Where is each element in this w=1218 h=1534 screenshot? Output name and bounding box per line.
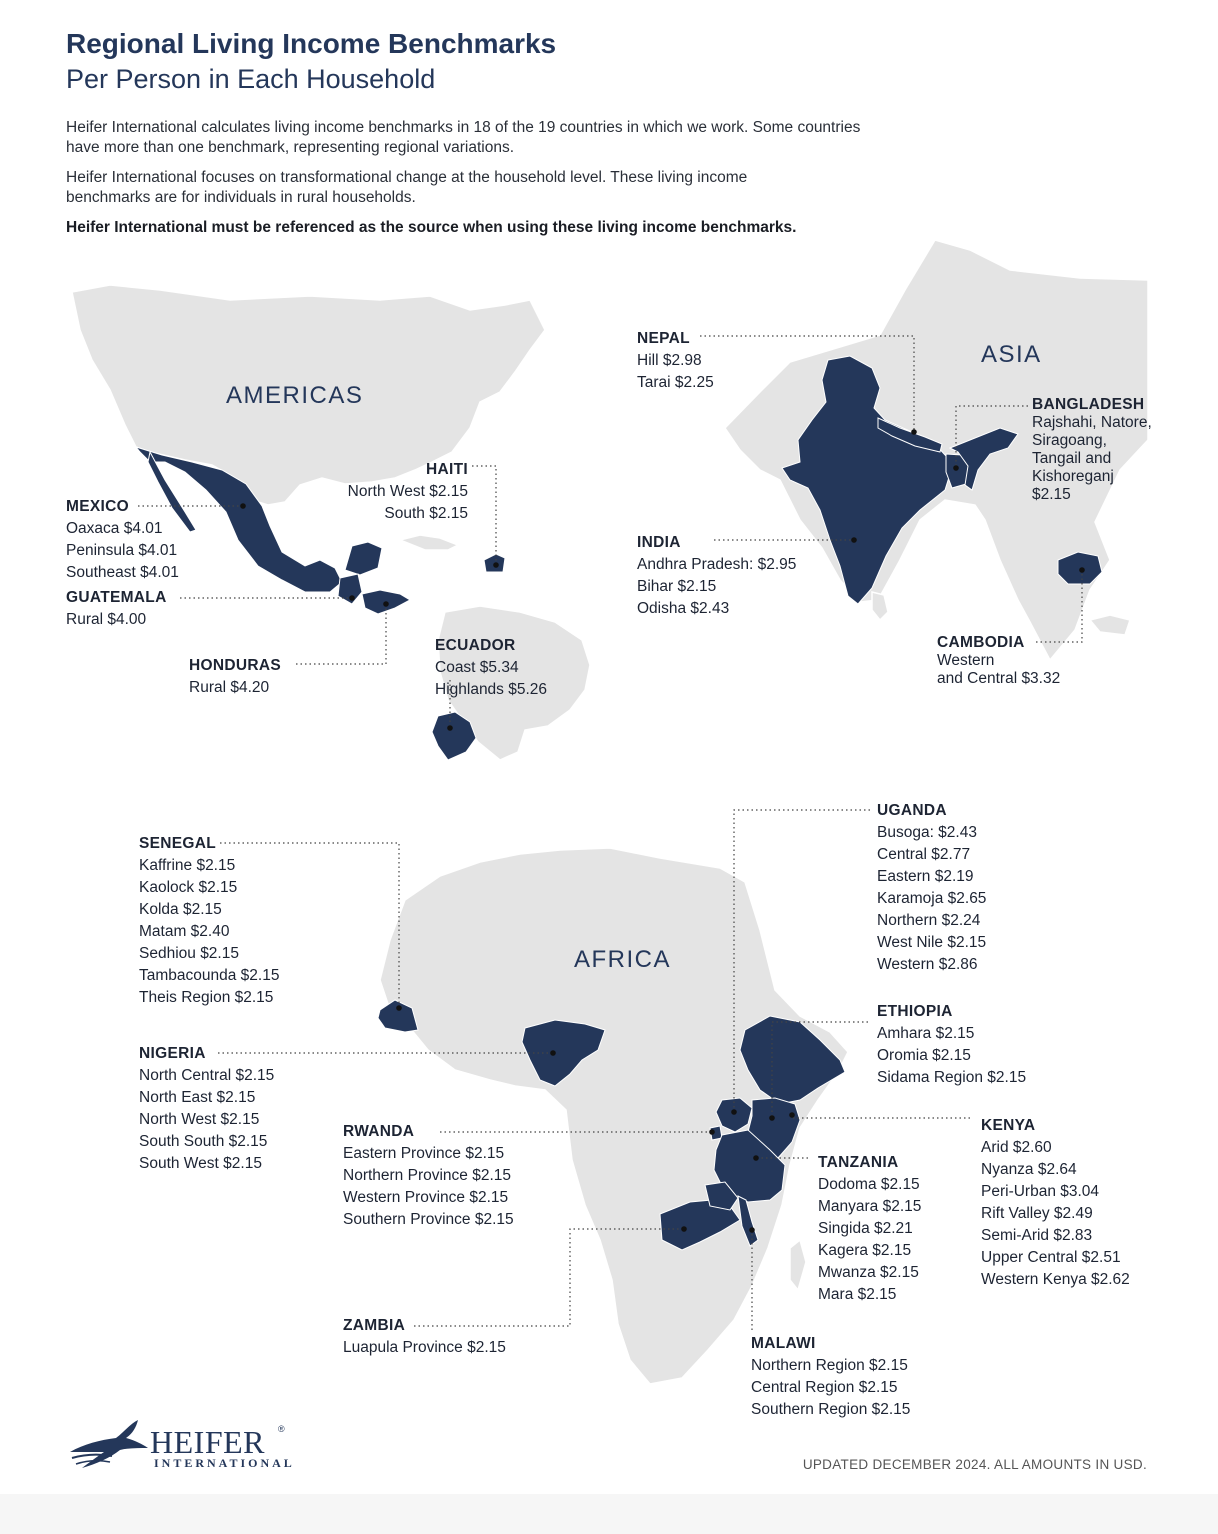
page-subtitle: Per Person in Each Household: [66, 64, 436, 94]
uganda-benchmark-item: Eastern $2.19: [877, 868, 974, 885]
bangladesh-benchmark-item: $2.15: [1032, 486, 1071, 503]
ecuador-benchmark-item: Coast $5.34: [435, 659, 519, 676]
senegal-benchmark-item: Matam $2.40: [139, 923, 230, 940]
nepal-name: NEPAL: [637, 330, 690, 347]
tanzania-benchmark-item: Kagera $2.15: [818, 1242, 912, 1259]
mexico-benchmark-item: Southeast $4.01: [66, 564, 179, 581]
kenya-benchmark-item: Semi-Arid $2.83: [981, 1227, 1093, 1244]
india-benchmark-item: Bihar $2.15: [637, 578, 717, 595]
tanzania-benchmark-item: Dodoma $2.15: [818, 1176, 920, 1193]
kenya-benchmark-item: Nyanza $2.64: [981, 1161, 1077, 1178]
region-label-africa: AFRICA: [574, 946, 672, 973]
kenya-benchmark-item: Rift Valley $2.49: [981, 1205, 1093, 1222]
uganda-benchmark-item: Karamoja $2.65: [877, 890, 987, 907]
callout-nepal: [637, 328, 714, 394]
tanzania-benchmark-item: Mwanza $2.15: [818, 1264, 919, 1281]
nepal-benchmark-item: Hill $2.98: [637, 352, 702, 369]
intro-paragraph-2: Heifer International focuses on transformational change at the household level. These living income benchmarks are for individuals in rural households.: [66, 169, 748, 206]
ecuador-name: ECUADOR: [435, 637, 516, 654]
bangladesh-benchmark-item: Tangail and: [1032, 450, 1112, 467]
malawi-name: MALAWI: [751, 1335, 816, 1352]
callout-senegal: [139, 833, 279, 1009]
mexico-benchmark-item: Oaxaca $4.01: [66, 520, 163, 537]
uganda-benchmark-item: Central $2.77: [877, 846, 971, 863]
senegal-benchmark-item: Sedhiou $2.15: [139, 945, 239, 962]
logo-subtitle: INTERNATIONAL: [154, 1456, 295, 1470]
region-label-americas: AMERICAS: [226, 382, 364, 409]
senegal-benchmark-item: Kaffrine $2.15: [139, 857, 236, 874]
rwanda-name: RWANDA: [343, 1123, 415, 1140]
callout-kenya: [981, 1115, 1130, 1291]
callout-malawi: [751, 1333, 910, 1421]
uganda-benchmark-item: Western $2.86: [877, 956, 978, 973]
cambodia-name: CAMBODIA: [937, 634, 1025, 651]
logo-registered-mark: ®: [278, 1424, 285, 1434]
guatemala-name: GUATEMALA: [66, 589, 167, 606]
kenya-benchmark-item: Upper Central $2.51: [981, 1249, 1121, 1266]
callout-cambodia: [937, 634, 1060, 688]
rwanda-benchmark-item: Southern Province $2.15: [343, 1211, 514, 1228]
callout-honduras: [189, 655, 281, 699]
callout-ecuador: [435, 635, 547, 701]
tanzania-name: TANZANIA: [818, 1154, 899, 1171]
ethiopia-benchmark-item: Oromia $2.15: [877, 1047, 971, 1064]
senegal-benchmark-item: Kaolock $2.15: [139, 879, 238, 896]
callout-ethiopia: [877, 1001, 1026, 1089]
senegal-benchmark-item: Theis Region $2.15: [139, 989, 274, 1006]
nigeria-benchmark-item: North East $2.15: [139, 1089, 256, 1106]
zambia-benchmark-item: Luapula Province $2.15: [343, 1339, 506, 1356]
callout-mexico: [66, 496, 179, 584]
callout-zambia: [343, 1315, 506, 1359]
rwanda-benchmark-item: Northern Province $2.15: [343, 1167, 512, 1184]
ethiopia-benchmark-item: Sidama Region $2.15: [877, 1069, 1027, 1086]
mexico-benchmark-item: Peninsula $4.01: [66, 542, 178, 559]
callout-guatemala: [66, 587, 167, 631]
mexico-yucatan-shape: [345, 542, 382, 575]
tanzania-benchmark-item: Manyara $2.15: [818, 1198, 922, 1215]
rwanda-benchmark-item: Western Province $2.15: [343, 1189, 509, 1206]
footer-note: UPDATED DECEMBER 2024. ALL AMOUNTS IN USD.: [802, 1457, 1147, 1472]
kenya-name: KENYA: [981, 1117, 1036, 1134]
intro-paragraph-1: Heifer International calculates living income benchmarks in 18 of the 19 countries in which we work. Some countries have more than one benchmark, representing regional variations.: [66, 119, 861, 156]
ethiopia-benchmark-item: Amhara $2.15: [877, 1025, 975, 1042]
malawi-benchmark-item: Northern Region $2.15: [751, 1357, 908, 1374]
callout-rwanda: [343, 1121, 514, 1231]
heifer-bull-icon: [66, 1418, 150, 1474]
kenya-benchmark-item: Arid $2.60: [981, 1139, 1052, 1156]
honduras-name: HONDURAS: [189, 657, 281, 674]
callout-tanzania: [818, 1152, 921, 1306]
honduras-benchmark-item: Rural $4.20: [189, 679, 270, 696]
heifer-logo: [66, 1418, 296, 1474]
uganda-name: UGANDA: [877, 802, 947, 819]
malawi-benchmark-item: Central Region $2.15: [751, 1379, 898, 1396]
bangladesh-name: BANGLADESH: [1032, 396, 1145, 413]
kenya-benchmark-item: Peri-Urban $3.04: [981, 1183, 1100, 1200]
tanzania-benchmark-item: Singida $2.21: [818, 1220, 913, 1237]
senegal-benchmark-item: Tambacounda $2.15: [139, 967, 280, 984]
bangladesh-benchmark-item: Rajshahi, Natore,: [1032, 414, 1152, 431]
uganda-benchmark-item: West Nile $2.15: [877, 934, 987, 951]
rwanda-benchmark-item: Eastern Province $2.15: [343, 1145, 505, 1162]
intro-source-note: Heifer International must be referenced as the source when using these living income benchmarks.: [66, 219, 797, 236]
zambia-name: ZAMBIA: [343, 1317, 406, 1334]
nigeria-benchmark-item: North West $2.15: [139, 1111, 260, 1128]
india-benchmark-item: Odisha $2.43: [637, 600, 730, 617]
cambodia-benchmark-item: and Central $3.32: [937, 670, 1061, 687]
senegal-benchmark-item: Kolda $2.15: [139, 901, 222, 918]
haiti-benchmark-item: South $2.15: [384, 505, 468, 522]
senegal-name: SENEGAL: [139, 835, 217, 852]
callout-india: [637, 532, 796, 620]
callout-uganda: [877, 800, 986, 976]
malawi-benchmark-item: Southern Region $2.15: [751, 1401, 911, 1418]
ecuador-benchmark-item: Highlands $5.26: [435, 681, 548, 698]
region-label-asia: ASIA: [981, 341, 1042, 368]
kenya-benchmark-item: Western Kenya $2.62: [981, 1271, 1130, 1288]
cambodia-benchmark-item: Western: [937, 652, 995, 669]
uganda-benchmark-item: Busoga: $2.43: [877, 824, 977, 841]
nigeria-benchmark-item: South South $2.15: [139, 1133, 268, 1150]
india-name: INDIA: [637, 534, 681, 551]
india-benchmark-item: Andhra Pradesh: $2.95: [637, 556, 797, 573]
uganda-benchmark-item: Northern $2.24: [877, 912, 981, 929]
page-title: Regional Living Income Benchmarks: [66, 28, 557, 59]
nigeria-name: NIGERIA: [139, 1045, 206, 1062]
callout-bangladesh: [1032, 396, 1152, 504]
guatemala-benchmark-item: Rural $4.00: [66, 611, 147, 628]
callout-haiti: [330, 459, 468, 525]
ethiopia-name: ETHIOPIA: [877, 1003, 953, 1020]
nigeria-benchmark-item: South West $2.15: [139, 1155, 262, 1172]
bangladesh-benchmark-item: Siragoang,: [1032, 432, 1107, 449]
bangladesh-benchmark-item: Kishoreganj: [1032, 468, 1114, 485]
mexico-name: MEXICO: [66, 498, 129, 515]
haiti-benchmark-item: North West $2.15: [347, 483, 468, 500]
logo-wordmark: HEIFER: [150, 1424, 265, 1460]
nepal-benchmark-item: Tarai $2.25: [637, 374, 714, 391]
tanzania-benchmark-item: Mara $2.15: [818, 1286, 897, 1303]
callout-nigeria: [139, 1043, 274, 1175]
haiti-name: HAITI: [426, 461, 468, 478]
nigeria-benchmark-item: North Central $2.15: [139, 1067, 275, 1084]
bottom-band: [0, 1494, 1218, 1534]
